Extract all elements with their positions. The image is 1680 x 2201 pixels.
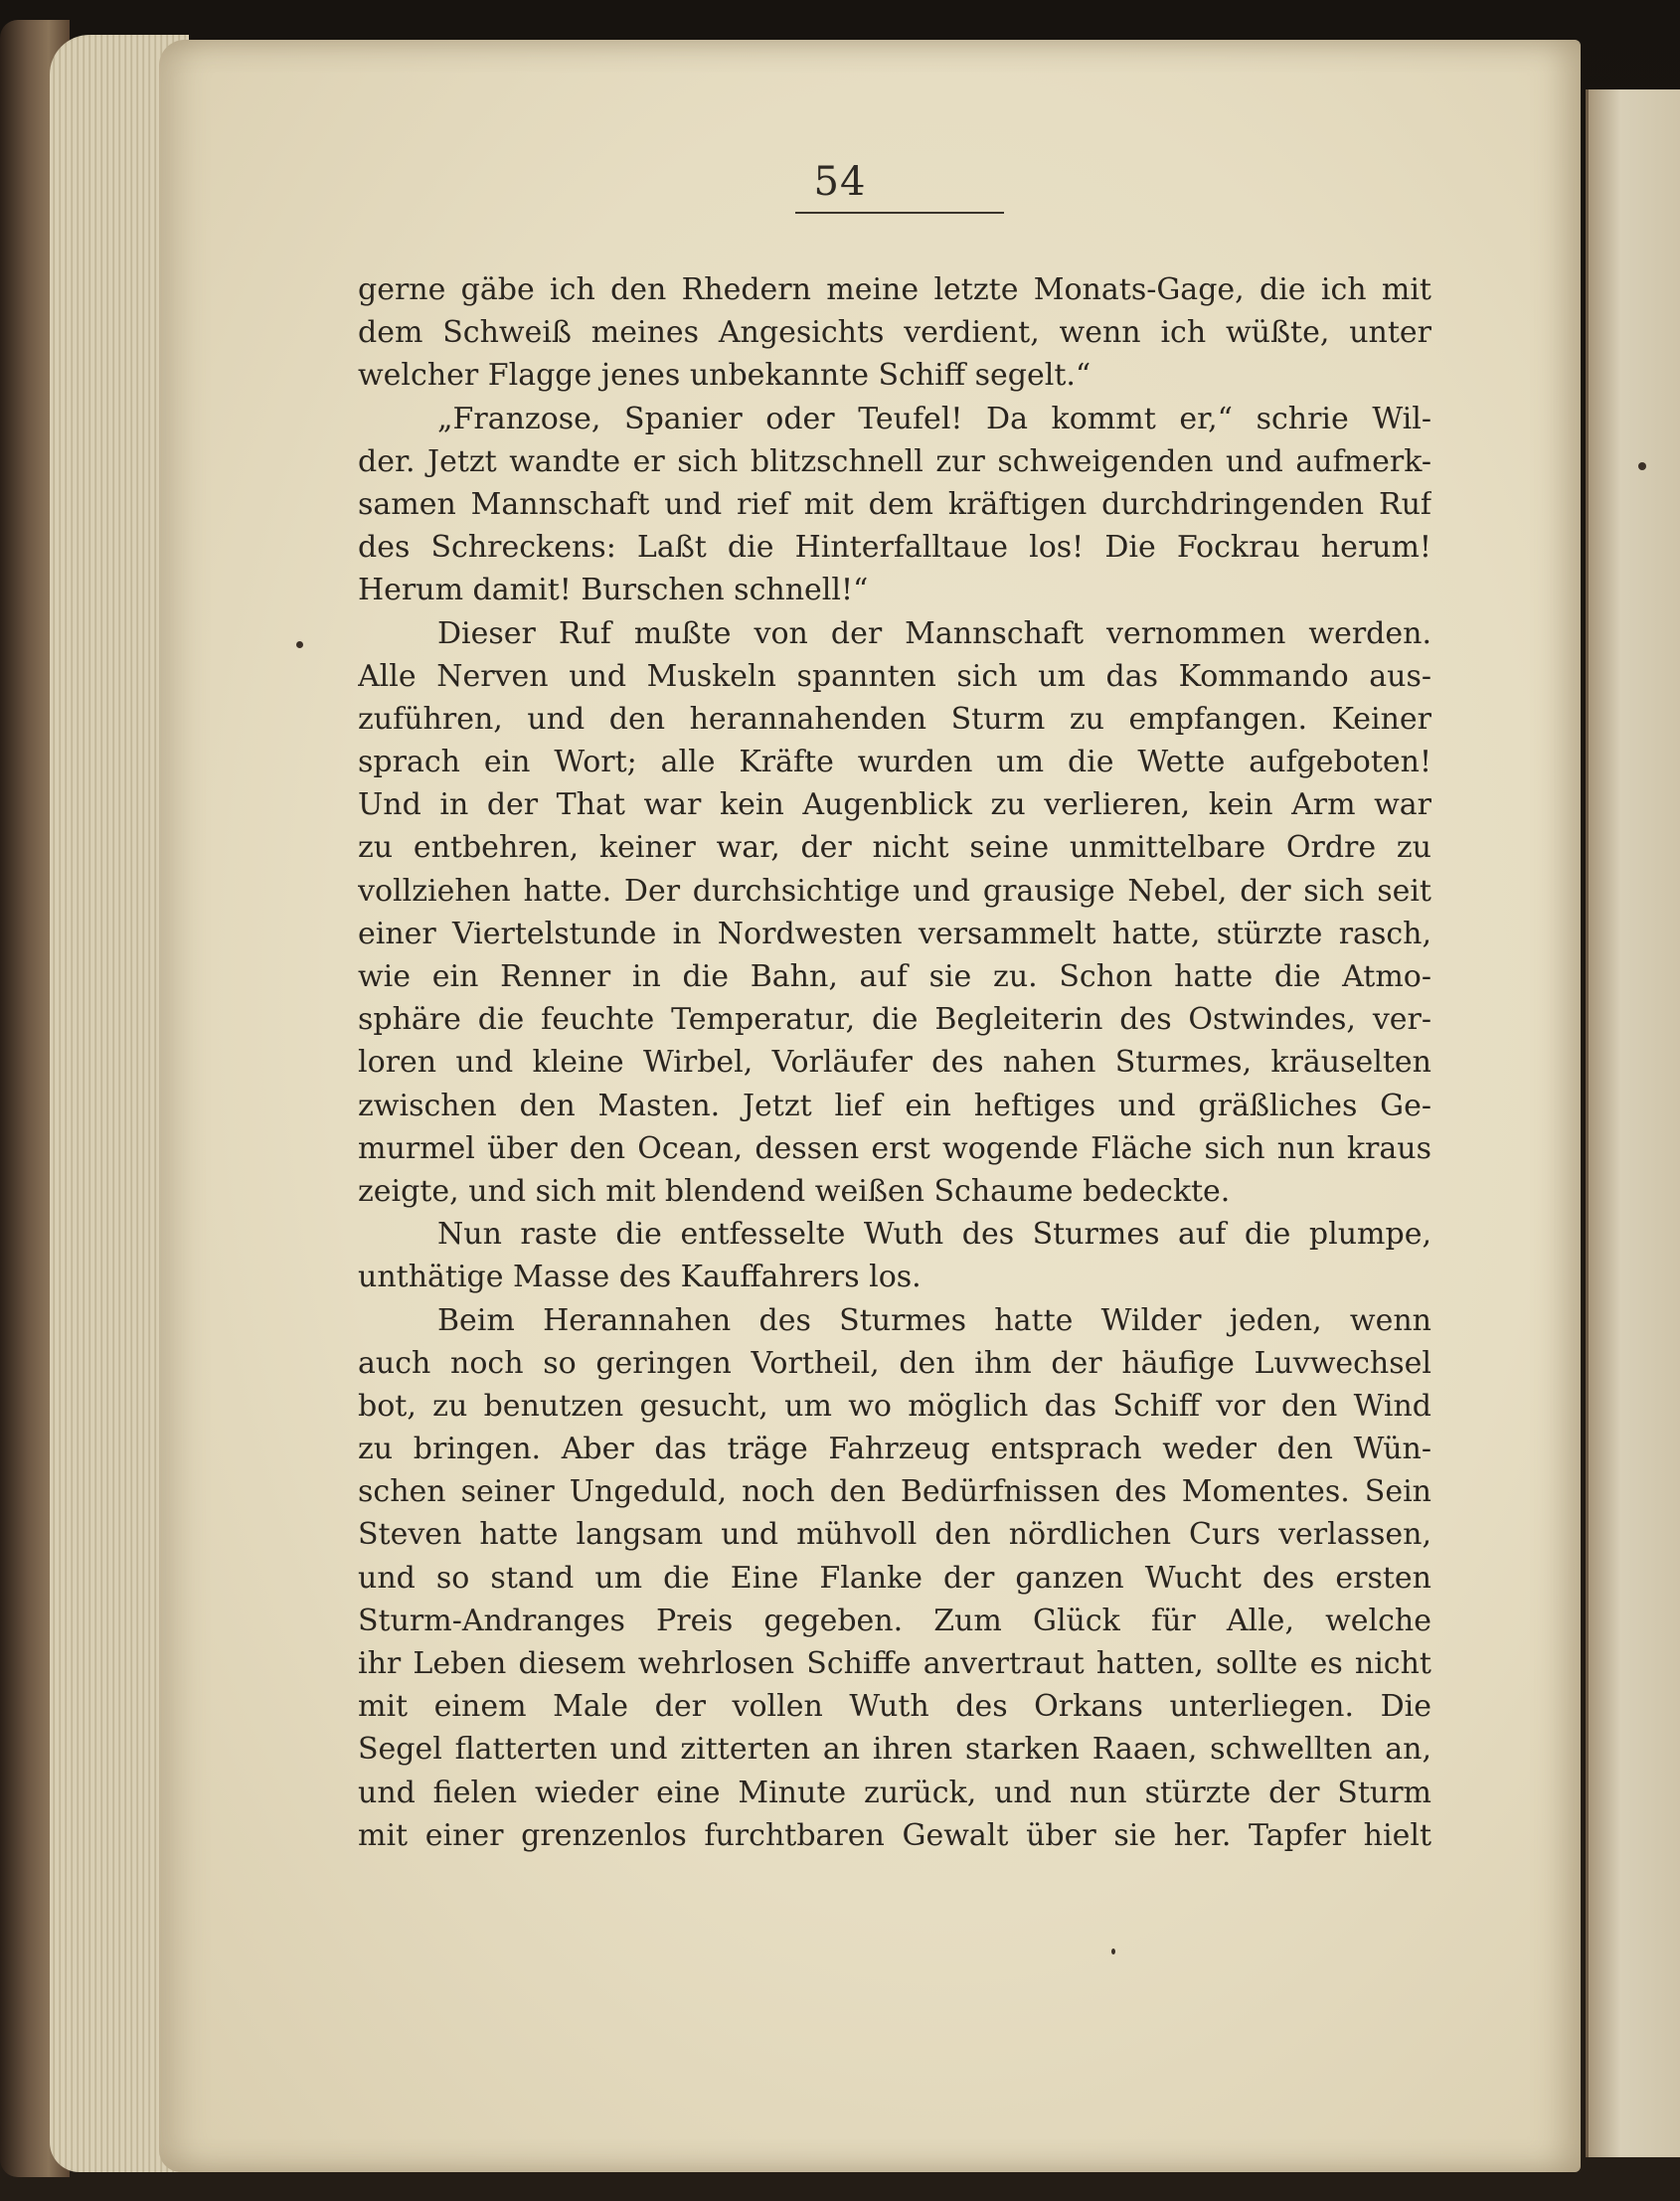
text-line: bot, zu benutzen gesucht, um wo möglich das Schiff vor den Wind [358, 1388, 1431, 1424]
paper-speck [296, 641, 303, 648]
text-line: zeigte, und sich mit blendend weißen Schaume bedeckte. [358, 1173, 1231, 1209]
text-line: mit einer grenzenlos furchtbaren Gewalt über sie her. Tapfer hielt [358, 1817, 1431, 1853]
text-line: des Schreckens: Laßt die Hinterfalltaue los! Die Fockrau herum! [358, 530, 1431, 566]
text-line: zuführen, und den herannahenden Sturm zu empfangen. Keiner [358, 701, 1431, 737]
text-line: Beim Herannahen des Sturmes hatte Wilder jeden, wenn [437, 1302, 1431, 1338]
text-line: einer Viertelstunde in Nordwesten versammelt hatte, stürzte rasch, [358, 916, 1431, 951]
text-line: welcher Flagge jenes unbekannte Schiff segelt.“ [358, 358, 1092, 394]
paper-speck [1638, 462, 1646, 470]
text-line: Herum damit! Burschen schnell!“ [358, 573, 869, 608]
text-line: Alle Nerven und Muskeln spannten sich um das Kommando aus- [358, 658, 1431, 694]
text-line: gerne gäbe ich den Rhedern meine letzte Monats-Gage, die ich mit [358, 272, 1431, 307]
text-line: „Franzose, Spanier oder Teufel! Da kommt er,“ schrie Wil- [437, 401, 1431, 436]
text-line: sphäre die feuchte Temperatur, die Begleiterin des Ostwindes, ver- [358, 1002, 1431, 1038]
text-line: zwischen den Masten. Jetzt lief ein heftiges und gräßliches Ge- [358, 1088, 1431, 1123]
text-line: der. Jetzt wandte er sich blitzschnell zur schweigenden und aufmerk- [358, 443, 1431, 479]
text-line: unthätige Masse des Kauffahrers los. [358, 1260, 922, 1295]
text-line: und fielen wieder eine Minute zurück, und nun stürzte der Sturm [358, 1775, 1431, 1810]
text-line: zu entbehren, keiner war, der nicht seine unmittelbare Ordre zu [358, 830, 1431, 866]
text-line: vollziehen hatte. Der durchsichtige und grausige Nebel, der sich seit [358, 873, 1431, 909]
text-line: schen seiner Ungeduld, noch den Bedürfnissen des Momentes. Sein [358, 1474, 1431, 1510]
text-line: Sturm-Andranges Preis gegeben. Zum Glück für Alle, welche [358, 1603, 1431, 1638]
text-line: sprach ein Wort; alle Kräfte wurden um die Wette aufgeboten! [358, 745, 1431, 780]
text-line: und so stand um die Eine Flanke der ganzen Wucht des ersten [358, 1560, 1431, 1596]
page-number: 54 [813, 159, 867, 205]
text-line: Steven hatte langsam und mühvoll den nördlichen Curs verlassen, [358, 1517, 1431, 1553]
facing-page-edge [1586, 89, 1680, 2157]
text-line: Dieser Ruf mußte von der Mannschaft vernommen werden. [437, 615, 1431, 651]
text-line: Nun raste die entfesselte Wuth des Sturmes auf die plumpe, [437, 1217, 1431, 1253]
text-line: loren und kleine Wirbel, Vorläufer des nahen Sturmes, kräuselten [358, 1045, 1431, 1081]
text-line: wie ein Renner in die Bahn, auf sie zu. Schon hatte die Atmo- [358, 959, 1431, 994]
text-line: mit einem Male der vollen Wuth des Orkans unterliegen. Die [358, 1689, 1431, 1725]
text-line: samen Mannschaft und rief mit dem kräftigen durchdringenden Ruf [358, 486, 1431, 522]
header-rule [795, 212, 1004, 214]
text-line: Segel flatterten und zitterten an ihren starken Raaen, schwellten an, [358, 1732, 1431, 1768]
text-line: ihr Leben diesem wehrlosen Schiffe anvertraut hatten, sollte es nicht [358, 1646, 1431, 1681]
text-line: zu bringen. Aber das träge Fahrzeug entsprach weder den Wün- [358, 1432, 1431, 1467]
text-line: murmel über den Ocean, dessen erst wogende Fläche sich nun kraus [358, 1130, 1431, 1166]
paper-speck [1111, 1948, 1115, 1954]
text-line: auch noch so geringen Vortheil, den ihm der häufige Luvwechsel [358, 1345, 1431, 1381]
text-line: Und in der That war kein Augenblick zu verlieren, kein Arm war [358, 787, 1431, 823]
text-line: dem Schweiß meines Angesichts verdient, wenn ich wüßte, unter [358, 315, 1431, 351]
page-body-text [358, 268, 1431, 1857]
